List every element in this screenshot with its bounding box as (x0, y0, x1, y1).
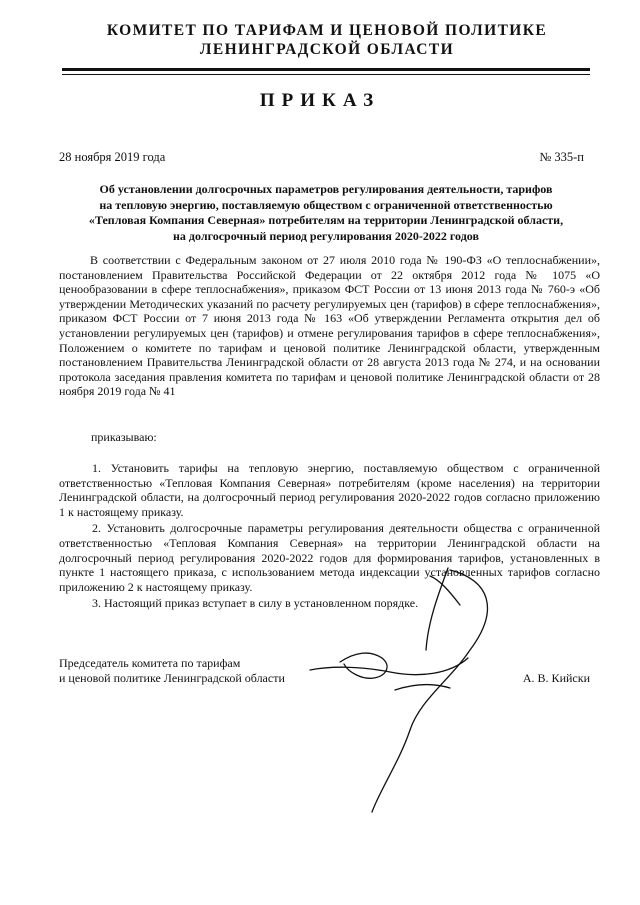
subject-line-2: на тепловую энергию, поставляемую обществом с ограниченной ответственностью (99, 197, 553, 212)
document-title: ПРИКАЗ (259, 90, 381, 111)
subject-line-1: Об установлении долгосрочных параметров регулирования деятельности, тарифов (99, 182, 553, 196)
signatory-position-line-1: Председатель комитета по тарифам (59, 656, 241, 670)
order-item-1: 1. Установить тарифы на тепловую энергию, поставляемую обществом с ограниченной ответственностью «Тепловая Компания Северная» потребителям (кроме населения) на территории Ленинградской области, на долгосрочный период регулирования 2020-2022 годов согласно приложению 1 к настоящему приказу. (59, 461, 600, 519)
document-date: 28 ноября 2019 года (59, 150, 166, 164)
document-number: № 335-п (539, 150, 584, 164)
order-item-2: 2. Установить долгосрочные параметры регулирования деятельности общества с ограниченной ответственностью «Тепловая Компания Северная» на территории Ленинградской области на долгосрочный период регулирования 2020-2022 годов для формирования тарифов, установленных в пункте 1 настоящего приказа, с использованием метода индексации установленных тарифов согласно приложению 2 к настоящему приказу. (59, 521, 600, 594)
subject-line-4: на долгосрочный период регулирования 2020-2022 годов (173, 228, 479, 243)
order-item-3: 3. Настоящий приказ вступает в силу в установленном порядке. (92, 596, 419, 611)
document-subject (62, 182, 590, 244)
issuer-line-2: ЛЕНИНГРАДСКОЙ ОБЛАСТИ (199, 41, 455, 58)
signatory-name: А. В. Кийски (522, 671, 590, 685)
issuer-line-1: КОМИТЕТ ПО ТАРИФАМ И ЦЕНОВОЙ ПОЛИТИКЕ (106, 22, 548, 39)
issuer-header (70, 21, 584, 59)
header-rule-thick (62, 68, 590, 71)
handwritten-signature (300, 540, 540, 820)
signatory-position (59, 656, 285, 686)
order-word: приказываю: (91, 430, 157, 444)
preamble-paragraph: В соответствии с Федеральным законом от 27 июля 2010 года № 190-ФЗ «О теплоснабжении», постановлением Правительства Российской Федерации от 22 октября 2012 года № 1075 «О ценообразовании в сфере теплоснабжения», приказом ФСТ России от 13 июня 2013 года № 760-э «Об утверждении Методических указаний по расчету регулируемых цен (тарифов) в сфере теплоснабжения», приказом ФСТ России от 7 июня 2013 года № 163 «Об утверждении Регламента открытия дел об установлении регулируемых цен (тарифов) и отмене регулирования тарифов в сфере теплоснабжения», Положением о комитете по тарифам и ценовой политике Ленинградской области, утвержденным постановлением Правительства Ленинградской области от 28 августа 2013 года № 274, и на основании протокола заседания правления комитета по тарифам и ценовой политике Ленинградской области от 28 ноября 2019 года № 41 (59, 253, 600, 399)
subject-line-3: «Тепловая Компания Северная» потребителям на территории Ленинградской области, (88, 213, 564, 227)
signatory-position-line-2: и ценовой политике Ленинградской области (59, 671, 285, 685)
header-rule-thin (62, 74, 590, 75)
